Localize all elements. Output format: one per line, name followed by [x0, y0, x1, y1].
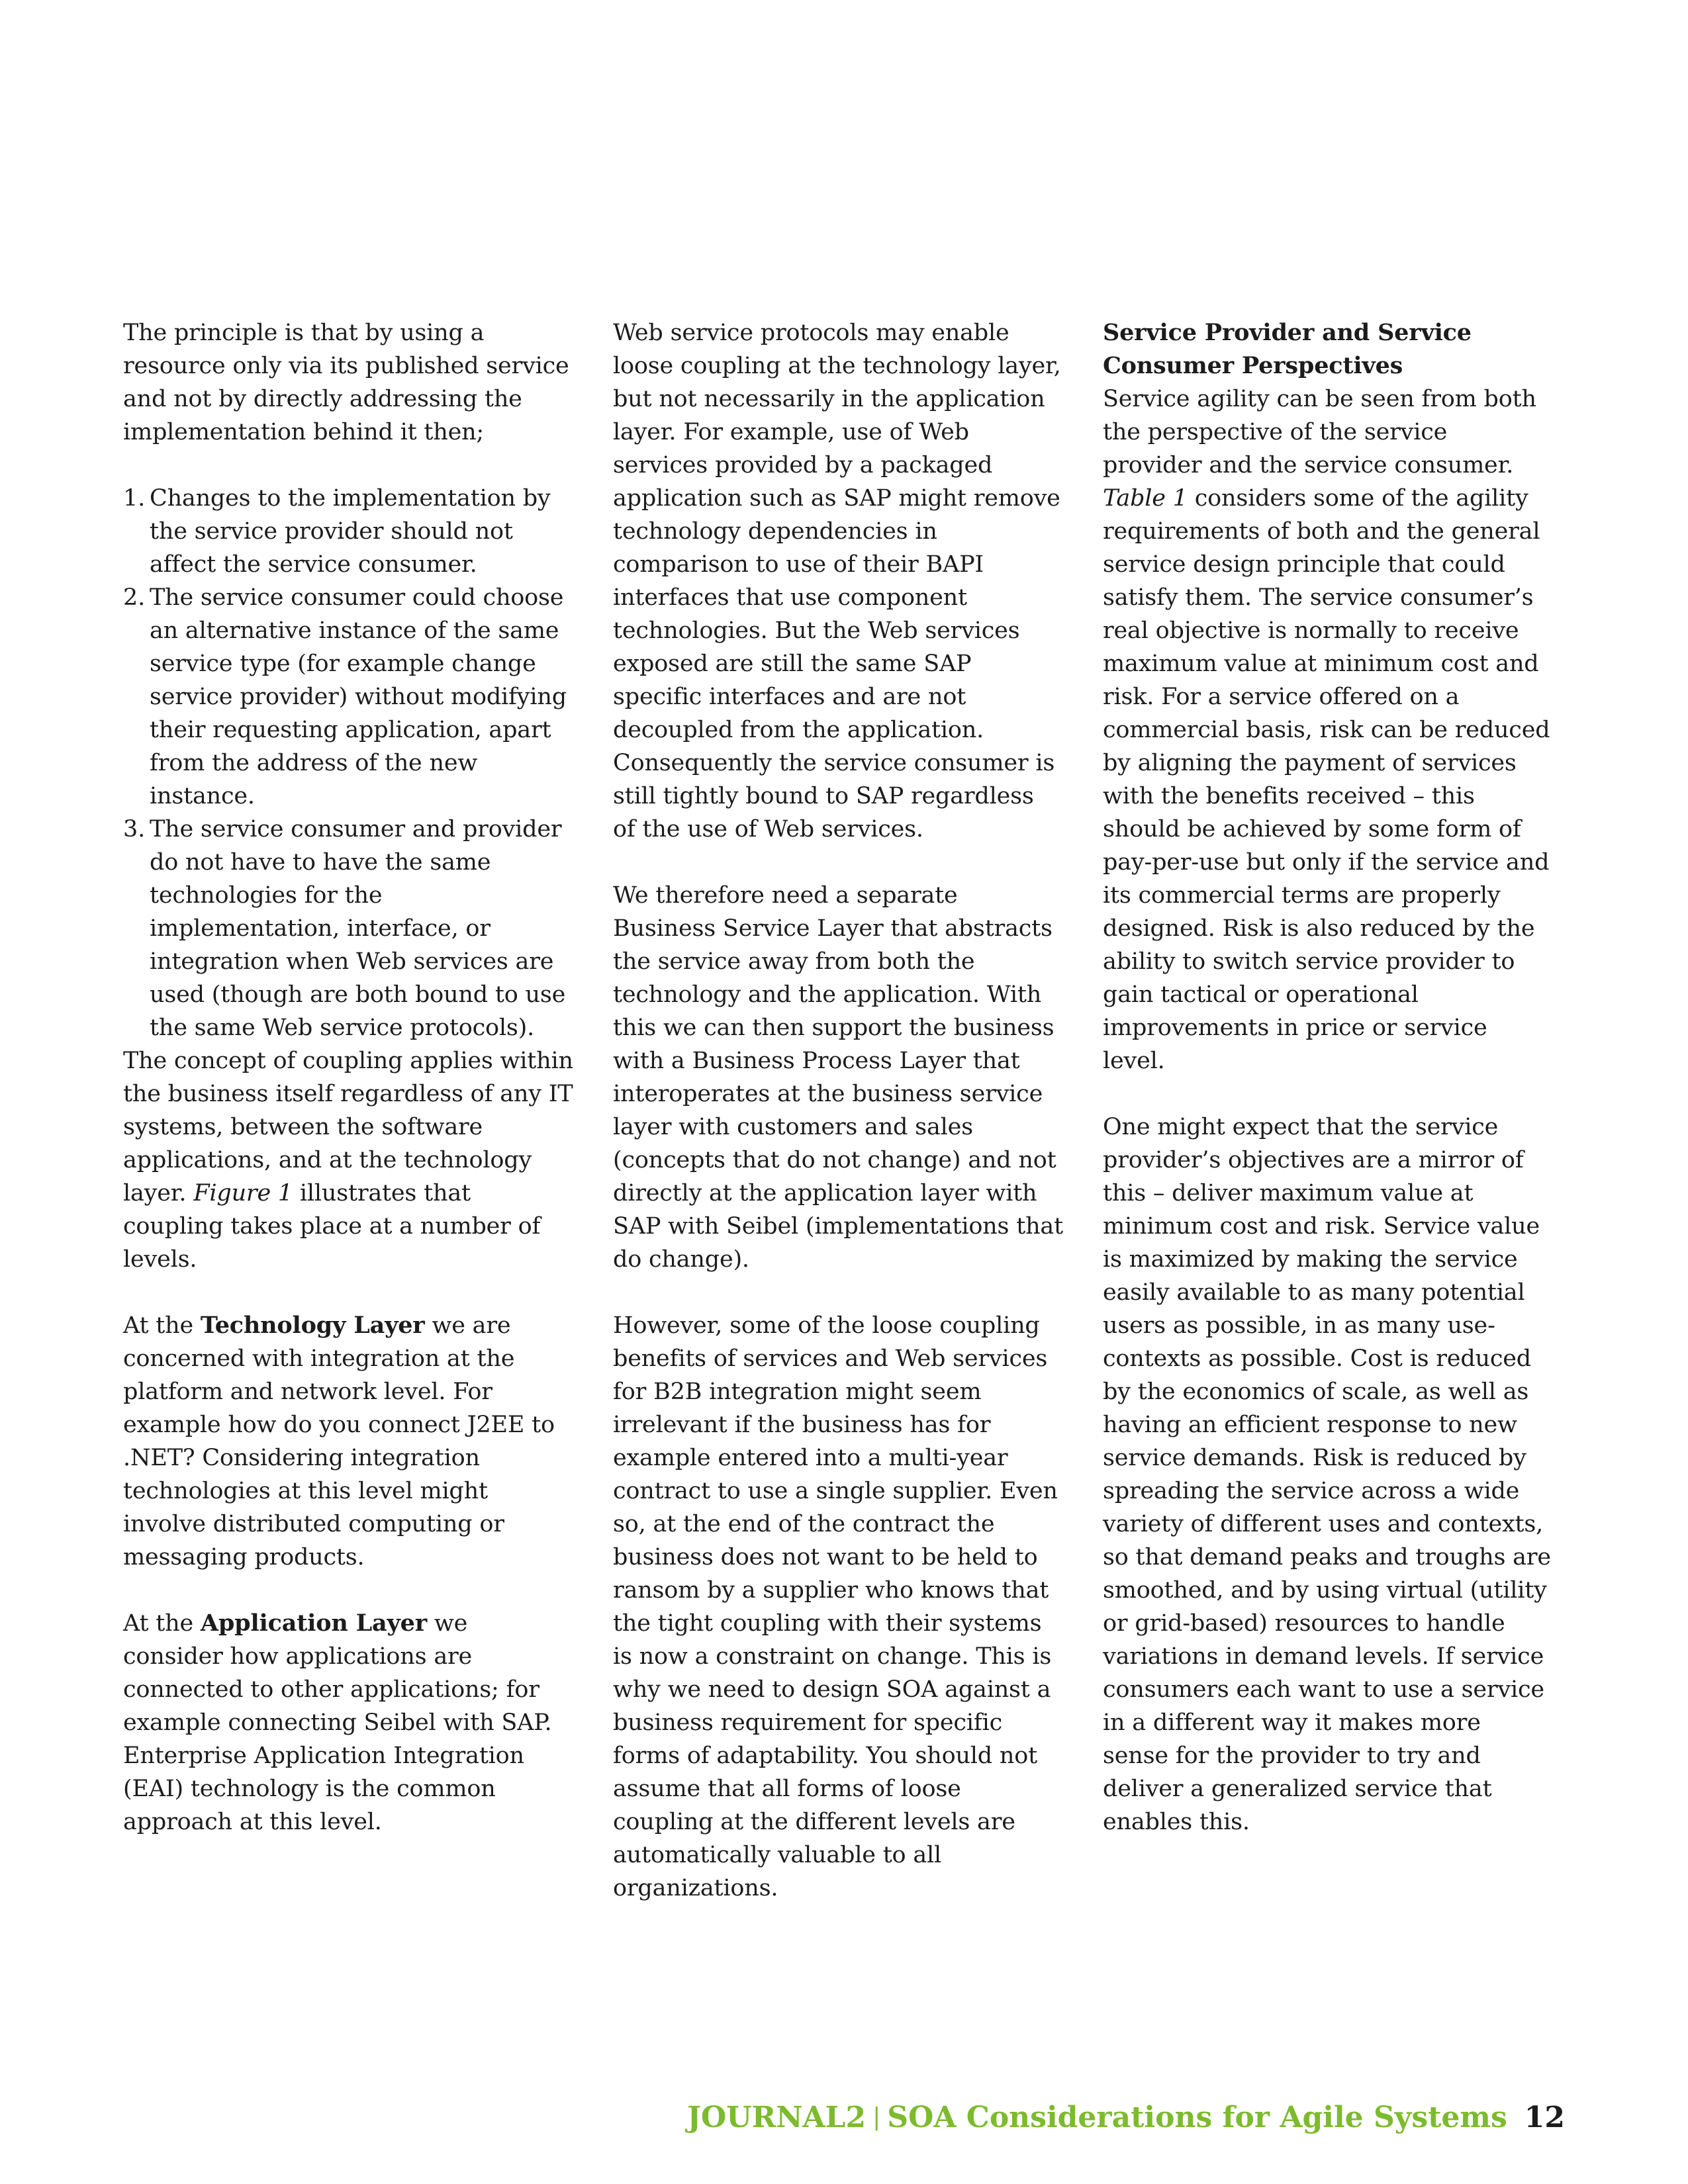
list-number: 1. — [123, 485, 145, 512]
numbered-list — [123, 482, 573, 1044]
footer-title: SOA Considerations for Agile Systems — [887, 2101, 1507, 2134]
table-reference: Table 1 — [1103, 485, 1188, 512]
journal-label: JOURNAL2 — [687, 2101, 867, 2134]
column-3 — [1103, 316, 1553, 1839]
tech-text-end: we are concerned with integration at the platform and network level. For example how do you connect J2EE to .NET? Considering integration technologies at this level might involve distributed computing or messaging products. — [123, 1312, 555, 1570]
figure-reference: Figure 1 — [193, 1180, 293, 1206]
technology-layer-paragraph — [123, 1309, 573, 1574]
service-agility-paragraph — [1103, 383, 1553, 1077]
list-item — [123, 482, 573, 581]
list-number: 2. — [123, 584, 145, 611]
footer-separator: | — [872, 2104, 881, 2131]
application-layer-paragraph — [123, 1607, 573, 1839]
agility-text-end: considers some of the agility requirements of both and the general service design principle that could satisfy them. The service consumer’s real objective is normally to receive maximum value at minimum cost and risk. For a service offered on a commercial basis, risk can be reduced by aligning the payment of services with the benefits received – this should be achieved by some form of pay-per-use but only if the service and its commercial terms are properly designed. Risk is also reduced by the ability to switch service provider to gain tactical or operational improvements in price or service level. — [1103, 485, 1550, 1074]
technology-layer-term: Technology Layer — [200, 1312, 425, 1339]
column-1 — [123, 316, 573, 1839]
app-text-end: we consider how applications are connected to other applications; for example connecting Seibel with SAP. Enterprise Application Integration (EAI) technology is the common approach at this level. — [123, 1610, 552, 1835]
loose-coupling-paragraph: However, some of the loose coupling benefits of services and Web services for B2B integration might seem irrelevant if the business has for example entered into a multi-year contract to use a single supplier. Even so, at the end of the contract the business does not want to be held to ransom by a supplier who knows that the tight coupling with their systems is now a constraint on change. This is why we need to design SOA against a business requirement for specific forms of adaptability. You should not assume that all forms of loose coupling at the different levels are automatically valuable to all organizations. — [613, 1312, 1058, 1901]
list-item-text: The service consumer and provider do not have to have the same technologies for the implementation, interface, or integration when Web services are used (though are both bound to use the same Web service protocols). — [150, 816, 566, 1041]
app-text-start: At the — [123, 1610, 201, 1637]
coupling-text: The concept of coupling applies within the business itself regardless of any IT systems, between the software applications, and at the technology layer. — [123, 1048, 573, 1206]
page-footer — [687, 2099, 1565, 2138]
page-number: 12 — [1524, 2101, 1565, 2134]
agility-text-start: Service agility can be seen from both the perspective of the service provider and the service consumer. — [1103, 386, 1536, 478]
coupling-text-end: illustrates that coupling takes place at a number of levels. — [123, 1180, 541, 1273]
column-2 — [613, 316, 1063, 1905]
list-item — [123, 581, 573, 813]
list-number: 3. — [123, 816, 145, 842]
web-services-paragraph: Web service protocols may enable loose coupling at the technology layer, but not necessarily in the application layer. For example, use of Web services provided by a packaged application such as SAP might remove technology dependencies in comparison to use of their BAPI interfaces that use component technologies. But the Web services exposed are still the same SAP specific interfaces and are not decoupled from the application. Consequently the service consumer is still tightly bound to SAP regardless of the use of Web services. — [613, 320, 1061, 842]
coupling-paragraph — [123, 1044, 573, 1276]
tech-text-start: At the — [123, 1312, 201, 1339]
list-item — [123, 813, 573, 1044]
intro-paragraph: The principle is that by using a resource only via its published service and not by directly addressing the implementation behind it then; — [123, 320, 569, 445]
application-layer-term: Application Layer — [200, 1610, 427, 1637]
list-item-text: The service consumer could choose an alternative instance of the same service type (for example change service provider) without modifying their requesting application, apart from the address of the new instance. — [150, 584, 567, 809]
business-service-layer-paragraph: We therefore need a separate Business Service Layer that abstracts the service away from both the technology and the application. With this we can then support the business with a Business Process Layer that interoperates at the business service layer with customers and sales (concepts that do not change) and not directly at the application layer with SAP with Seibel (implementations that do change). — [613, 882, 1063, 1273]
provider-objectives-paragraph: One might expect that the service provider’s objectives are a mirror of this – deliver maximum value at minimum cost and risk. Service value is maximized by making the service easily available to as many potential users as possible, in as many use-contexts as possible. Cost is reduced by the economics of scale, as well as having an efficient response to new service demands. Risk is reduced by spreading the service across a wide variety of different uses and contexts, so that demand peaks and troughs are smoothed, and by using virtual (utility or grid-based) resources to handle variations in demand levels. If service consumers each want to use a service in a different way it makes more sense for the provider to try and deliver a generalized service that enables this. — [1103, 1114, 1551, 1835]
section-heading: Service Provider and Service Consumer Perspectives — [1103, 319, 1472, 379]
list-item-text: Changes to the implementation by the service provider should not affect the service consumer. — [150, 485, 551, 578]
